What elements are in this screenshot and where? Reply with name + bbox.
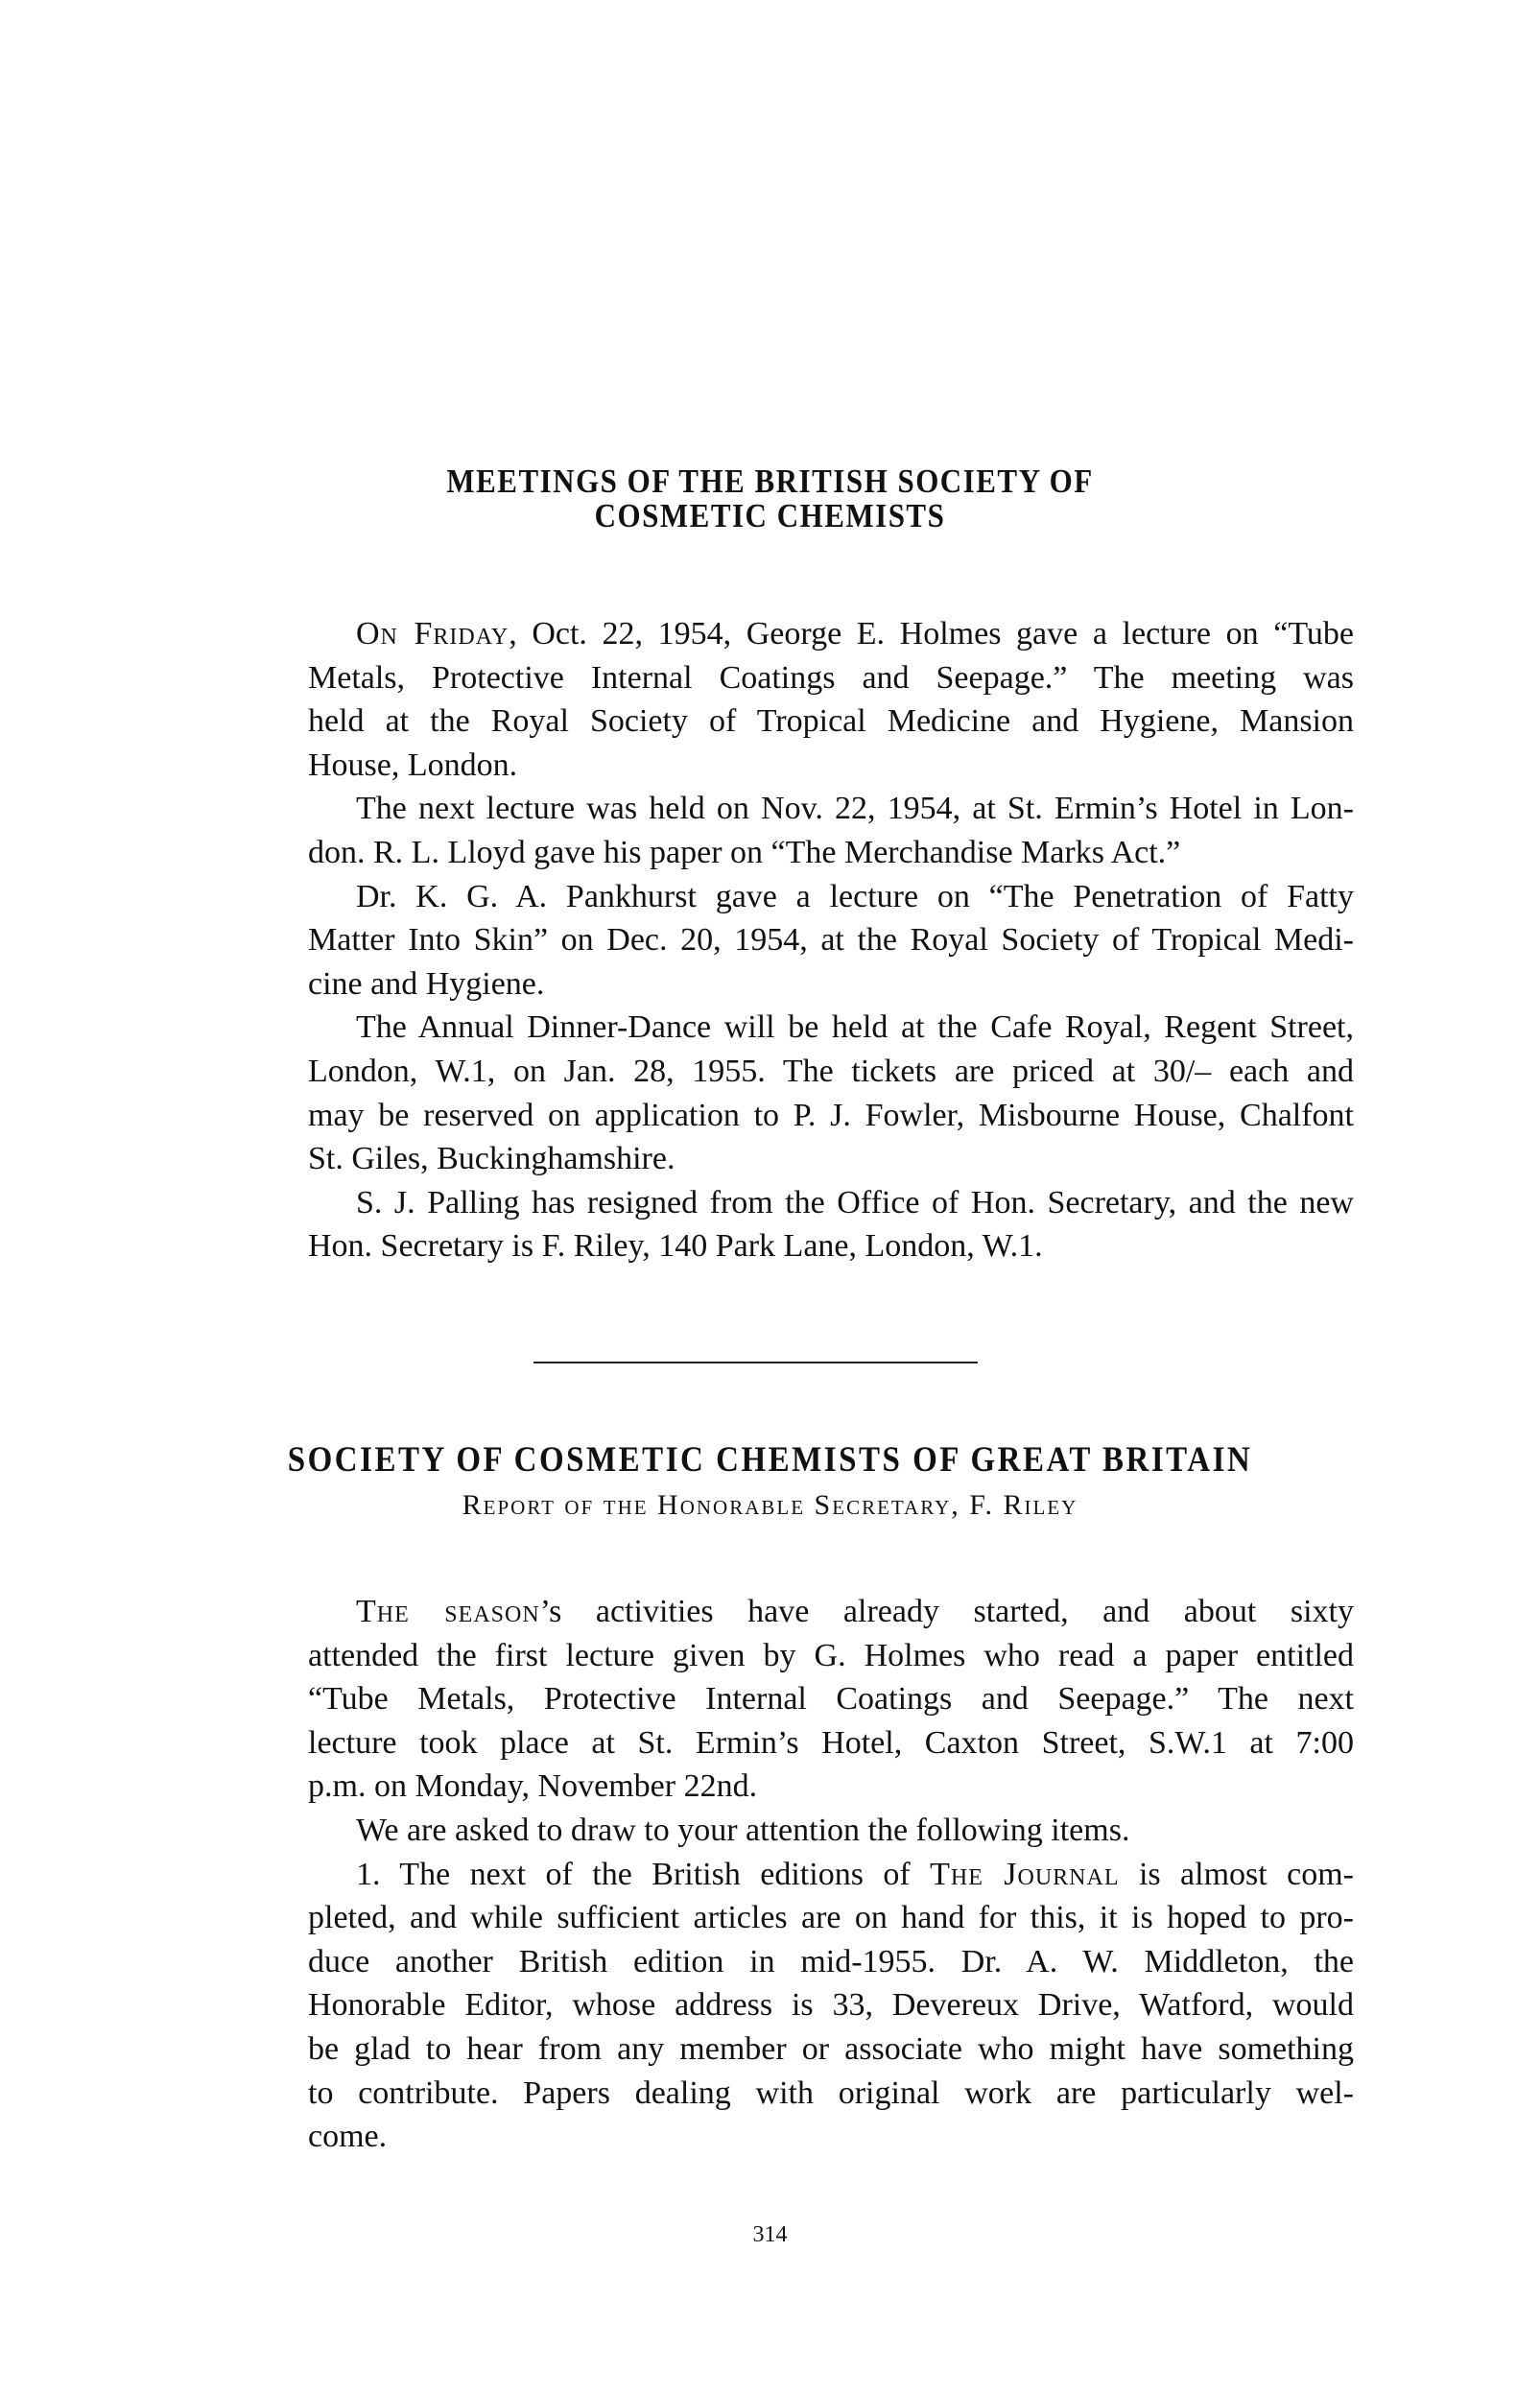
text-line <box>308 1006 1354 1050</box>
text-line <box>308 787 1354 831</box>
text-line <box>308 1050 1354 1094</box>
small-caps-text: On Friday <box>356 616 509 652</box>
line-text: London, W.1, on Jan. 28, 1955. The tickets are priced at 30/– each and <box>308 1053 1354 1089</box>
section-title: SOCIETY OF COSMETIC CHEMISTS OF GREAT BRITAIN <box>287 1440 1253 1481</box>
line-text: be glad to hear from any member or associate who might have something <box>308 2030 1354 2067</box>
section-title-line-1: MEETINGS OF THE BRITISH SOCIETY OF <box>446 462 1094 501</box>
line-text: lecture took place at St. Ermin’s Hotel, Caxton Street, S.W.1 at 7:00 <box>308 1724 1354 1761</box>
text-line <box>308 831 1354 875</box>
text-line <box>308 1181 1354 1225</box>
line-text: pleted, and while sufficient articles are on hand for this, it is hoped to pro- <box>308 1900 1354 1936</box>
text-line <box>308 875 1354 919</box>
line-text: ’s activities have already started, and about sixty <box>539 1594 1355 1629</box>
text-line <box>308 1137 1354 1181</box>
text-line <box>308 2115 1354 2159</box>
line-text: We are asked to draw to your attention the following items. <box>356 1812 1130 1848</box>
text-line <box>308 1677 1354 1721</box>
line-text: may be reserved on application to P. J. Fowler, Misbourne House, Chalfont <box>308 1097 1354 1133</box>
text-line <box>308 1983 1354 2027</box>
line-text: 1. The next of the British editions of <box>356 1856 931 1892</box>
text-line <box>308 1634 1354 1678</box>
line-text: S. J. Palling has resigned from the Office of Hon. Secretary, and the new <box>356 1184 1354 1221</box>
line-text: p.m. on Monday, November 22nd. <box>308 1768 758 1805</box>
line-text: come. <box>308 2119 388 2155</box>
line-text: “Tube Metals, Protective Internal Coatings and Seepage.” The next <box>308 1681 1354 1718</box>
line-text: St. Giles, Buckinghamshire. <box>308 1141 675 1177</box>
page-number: 314 <box>752 2222 788 2247</box>
text-line <box>308 1765 1354 1809</box>
text-line <box>308 918 1354 962</box>
text-line <box>308 699 1354 744</box>
line-text: attended the first lecture given by G. Holmes who read a paper entitled <box>308 1637 1354 1673</box>
text-line <box>308 744 1354 788</box>
line-text: Metals, Protective Internal Coatings and Seepage.” The meeting was <box>308 659 1354 696</box>
line-text: Dr. K. G. A. Pankhurst gave a lecture on “The Penetration of Fatty <box>356 878 1354 914</box>
text-line <box>308 1896 1354 1940</box>
text-line <box>308 1224 1354 1268</box>
text-line <box>308 1940 1354 1984</box>
line-text: Honorable Editor, whose address is 33, Devereux Drive, Watford, would <box>308 1987 1354 2024</box>
text-line <box>308 656 1354 700</box>
line-text: is almost com- <box>1119 1856 1354 1892</box>
line-text: The Annual Dinner-Dance will be held at the Cafe Royal, Regent Street, <box>356 1009 1354 1046</box>
text-line <box>308 612 1354 656</box>
text-line <box>308 1590 1354 1634</box>
line-text: duce another British edition in mid-1955. Dr. A. W. Middleton, the <box>308 1943 1354 1979</box>
section-subtitle: Report of the Honorable Secretary, F. Riley <box>462 1489 1078 1521</box>
text-line <box>308 1853 1354 1897</box>
text-line <box>308 962 1354 1007</box>
line-text: Matter Into Skin” on Dec. 20, 1954, at the Royal Society of Tropical Medi- <box>308 922 1354 959</box>
small-caps-text: The season <box>356 1594 540 1629</box>
section-divider <box>533 1362 978 1363</box>
text-line <box>308 2072 1354 2116</box>
line-text: cine and Hygiene. <box>308 965 545 1002</box>
small-caps-text: The Journal <box>930 1856 1120 1892</box>
line-text: to contribute. Papers dealing with original work are particularly wel- <box>308 2074 1354 2111</box>
report-text <box>308 1590 1354 2159</box>
line-text: , Oct. 22, 1954, George E. Holmes gave a lecture on “Tube <box>509 616 1354 652</box>
line-text: Hon. Secretary is F. Riley, 140 Park Lane, London, W.1. <box>308 1228 1043 1265</box>
text-line <box>308 1094 1354 1138</box>
text-line <box>308 2027 1354 2072</box>
line-text: House, London. <box>308 747 518 783</box>
section-title-line-2: COSMETIC CHEMISTS <box>594 496 946 535</box>
text-line <box>308 1809 1354 1853</box>
meetings-text <box>308 612 1354 1268</box>
line-text: held at the Royal Society of Tropical Medicine and Hygiene, Mansion <box>308 703 1354 740</box>
text-line <box>308 1721 1354 1766</box>
line-text: don. R. L. Lloyd gave his paper on “The Merchandise Marks Act.” <box>308 834 1181 870</box>
line-text: The next lecture was held on Nov. 22, 1954, at St. Ermin’s Hotel in Lon- <box>356 791 1354 827</box>
